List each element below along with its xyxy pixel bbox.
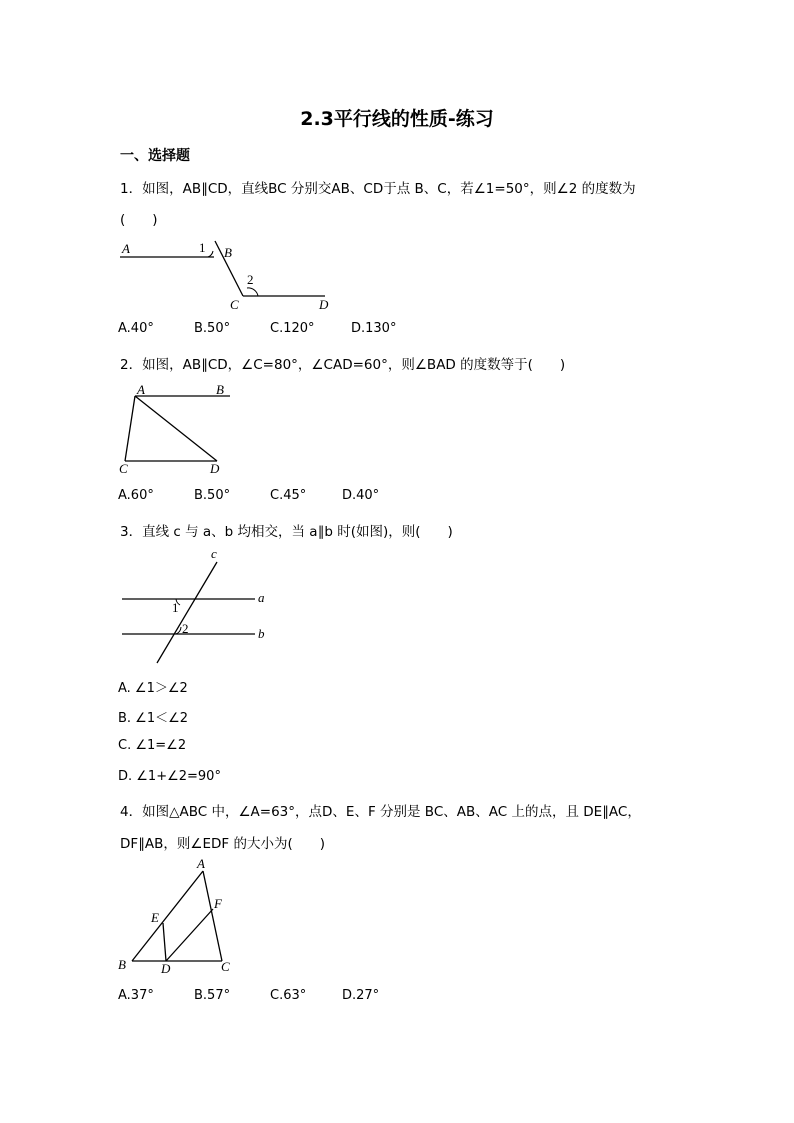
label-c: C xyxy=(230,297,239,312)
q1-option-a: A.40° xyxy=(118,321,154,336)
label-1: 1 xyxy=(199,240,206,255)
label-e: E xyxy=(151,910,159,925)
q3-option-a: A. ∠1＞∠2 xyxy=(118,681,188,696)
line-ad xyxy=(135,396,217,461)
label-2: 2 xyxy=(247,272,254,287)
label-a: A xyxy=(197,856,205,871)
question-1-text: 1．如图，AB∥CD，直线BC 分别交AB、CD于点 B、C，若∠1=50°，则∠2 的度数为 xyxy=(120,181,636,197)
question-1-text-cont: ( ) xyxy=(120,212,158,228)
question-4-figure xyxy=(110,856,250,978)
label-a: A xyxy=(137,382,145,397)
q2-option-c: C.45° xyxy=(270,488,307,503)
line-de xyxy=(163,923,166,961)
question-4-text-cont: DF∥AB，则∠EDF 的大小为( ) xyxy=(120,836,326,852)
line-ac xyxy=(125,396,135,461)
label-2: 2 xyxy=(182,621,189,636)
q1-option-d: D.130° xyxy=(351,321,397,336)
question-3-text: 3．直线 c 与 a、b 均相交，当 a∥b 时(如图)，则( ) xyxy=(120,524,453,540)
q2-option-d: D.40° xyxy=(342,488,380,503)
label-a: A xyxy=(122,241,130,256)
q4-option-a: A.37° xyxy=(118,988,154,1003)
section-heading: 一、选择题 xyxy=(120,148,190,164)
label-c: C xyxy=(119,461,128,476)
label-1: 1 xyxy=(172,600,179,615)
q4-option-b: B.57° xyxy=(194,988,231,1003)
question-2-text: 2．如图，AB∥CD，∠C=80°，∠CAD=60°，则∠BAD 的度数等于( ) xyxy=(120,357,566,373)
q1-option-b: B.50° xyxy=(194,321,231,336)
label-b: B xyxy=(224,245,232,260)
line-df xyxy=(166,909,213,961)
line-ab xyxy=(132,871,203,961)
label-b: B xyxy=(118,957,126,972)
label-d: D xyxy=(161,961,171,976)
angle-1-arc xyxy=(208,251,213,257)
q3-option-d: D. ∠1+∠2=90° xyxy=(118,769,221,784)
line-c xyxy=(157,562,217,663)
q2-option-b: B.50° xyxy=(194,488,231,503)
question-1-figure xyxy=(110,236,340,316)
label-b: b xyxy=(258,626,265,641)
q4-option-c: C.63° xyxy=(270,988,307,1003)
q3-option-b: B. ∠1＜∠2 xyxy=(118,711,189,726)
label-c: C xyxy=(221,959,230,974)
label-c: c xyxy=(211,546,217,561)
label-d: D xyxy=(210,461,220,476)
question-4-text: 4．如图△ABC 中，∠A=63°，点D、E、F 分别是 BC、AB、AC 上的点，且 DE∥AC， xyxy=(120,804,641,820)
label-f: F xyxy=(214,896,222,911)
q3-option-c: C. ∠1=∠2 xyxy=(118,738,187,753)
q2-option-a: A.60° xyxy=(118,488,154,503)
question-3-figure xyxy=(110,545,280,667)
label-a: a xyxy=(258,590,265,605)
q1-option-c: C.120° xyxy=(270,321,315,336)
angle-2-arc xyxy=(247,288,258,296)
page-title: 2.3平行线的性质-练习 xyxy=(300,108,494,130)
label-b: B xyxy=(216,382,224,397)
question-2-figure xyxy=(110,380,240,478)
label-d: D xyxy=(319,297,329,312)
q4-option-d: D.27° xyxy=(342,988,380,1003)
